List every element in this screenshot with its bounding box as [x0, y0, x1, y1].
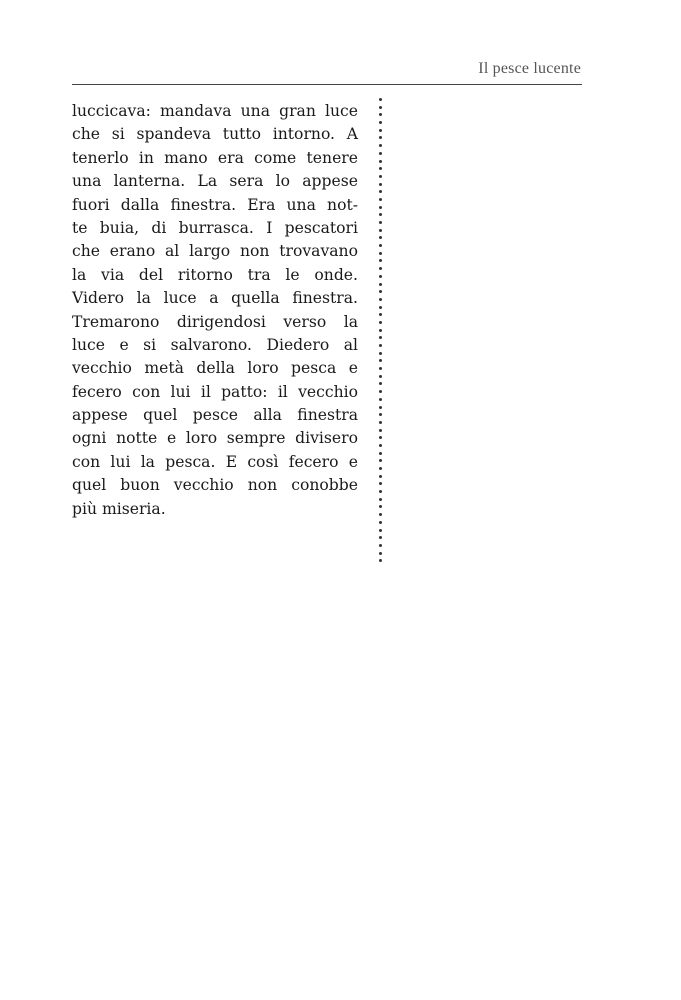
divider-dot: [379, 544, 382, 547]
divider-dot: [379, 382, 382, 385]
text-line: appese quel pesce alla finestra: [72, 406, 358, 425]
text-line: che si spandeva tutto intorno. A: [72, 125, 358, 144]
divider-dot: [379, 475, 382, 478]
divider-dot: [379, 482, 382, 485]
divider-dot: [379, 352, 382, 355]
text-line: una lanterna. La sera lo appese: [72, 172, 358, 191]
divider-dot: [379, 444, 382, 447]
divider-dot: [379, 236, 382, 239]
text-line: luccicava: mandava una gran luce: [72, 102, 358, 120]
divider-dot: [379, 421, 382, 424]
text-line: fecero con lui il patto: il vecchio: [72, 382, 358, 401]
divider-dot: [379, 213, 382, 216]
divider-dot: [379, 129, 382, 132]
divider-dot: [379, 359, 382, 362]
divider-dot: [379, 521, 382, 524]
divider-dot: [379, 344, 382, 347]
divider-dot: [379, 183, 382, 186]
divider-dot: [379, 529, 382, 532]
divider-dot: [379, 283, 382, 286]
text-line: fuori dalla finestra. Era una not-: [72, 195, 358, 214]
text-line: Videro la luce a quella finestra.: [72, 289, 358, 308]
divider-dot: [379, 267, 382, 270]
divider-dot: [379, 505, 382, 508]
divider-dot: [379, 160, 382, 163]
divider-dot: [379, 198, 382, 201]
divider-dot: [379, 375, 382, 378]
divider-dot: [379, 452, 382, 455]
divider-dot: [379, 490, 382, 493]
divider-dot: [379, 306, 382, 309]
divider-dot: [379, 106, 382, 109]
text-line: che erano al largo non trovavano: [72, 242, 358, 261]
divider-dot: [379, 121, 382, 124]
divider-dot: [379, 275, 382, 278]
divider-dot: [379, 413, 382, 416]
text-line: te buia, di burrasca. I pescatori: [72, 218, 358, 237]
text-line: la via del ritorno tra le onde.: [72, 265, 358, 284]
running-head-title: Il pesce lucente: [478, 60, 581, 77]
divider-dot: [379, 467, 382, 470]
text-line: quel buon vecchio non conobbe: [72, 476, 358, 495]
divider-dot: [379, 259, 382, 262]
divider-dot: [379, 536, 382, 539]
text-line: più miseria.: [72, 499, 166, 518]
divider-dot: [379, 190, 382, 193]
text-line: Tremarono dirigendosi verso la: [72, 312, 358, 331]
divider-dot: [379, 390, 382, 393]
divider-dot: [379, 513, 382, 516]
text-line: tenerlo in mano era come tenere: [72, 148, 358, 167]
text-line: vecchio metà della loro pesca e: [72, 359, 358, 378]
divider-dot: [379, 98, 382, 101]
divider-dot: [379, 113, 382, 116]
divider-dot: [379, 559, 382, 562]
divider-dot: [379, 329, 382, 332]
divider-dot: [379, 229, 382, 232]
divider-dot: [379, 167, 382, 170]
text-line: ogni notte e loro sempre divisero: [72, 429, 358, 448]
divider-dot: [379, 290, 382, 293]
divider-dot: [379, 336, 382, 339]
divider-dot: [379, 429, 382, 432]
divider-dot: [379, 498, 382, 501]
text-line: luce e si salvarono. Diedero al: [72, 335, 358, 354]
divider-dot: [379, 144, 382, 147]
divider-dot: [379, 206, 382, 209]
divider-dot: [379, 298, 382, 301]
text-line: con lui la pesca. E così fecero e: [72, 452, 358, 471]
divider-dot: [379, 221, 382, 224]
divider-dot: [379, 313, 382, 316]
divider-dot: [379, 436, 382, 439]
divider-dot: [379, 321, 382, 324]
header-rule: [72, 84, 582, 85]
divider-dot: [379, 175, 382, 178]
divider-dot: [379, 367, 382, 370]
divider-dot: [379, 244, 382, 247]
divider-dot: [379, 459, 382, 462]
divider-dot: [379, 406, 382, 409]
divider-dot: [379, 136, 382, 139]
divider-dot: [379, 252, 382, 255]
story-text-column: [72, 100, 358, 521]
divider-dot: [379, 152, 382, 155]
dotted-divider: [379, 98, 383, 567]
divider-dot: [379, 398, 382, 401]
divider-dot: [379, 552, 382, 555]
